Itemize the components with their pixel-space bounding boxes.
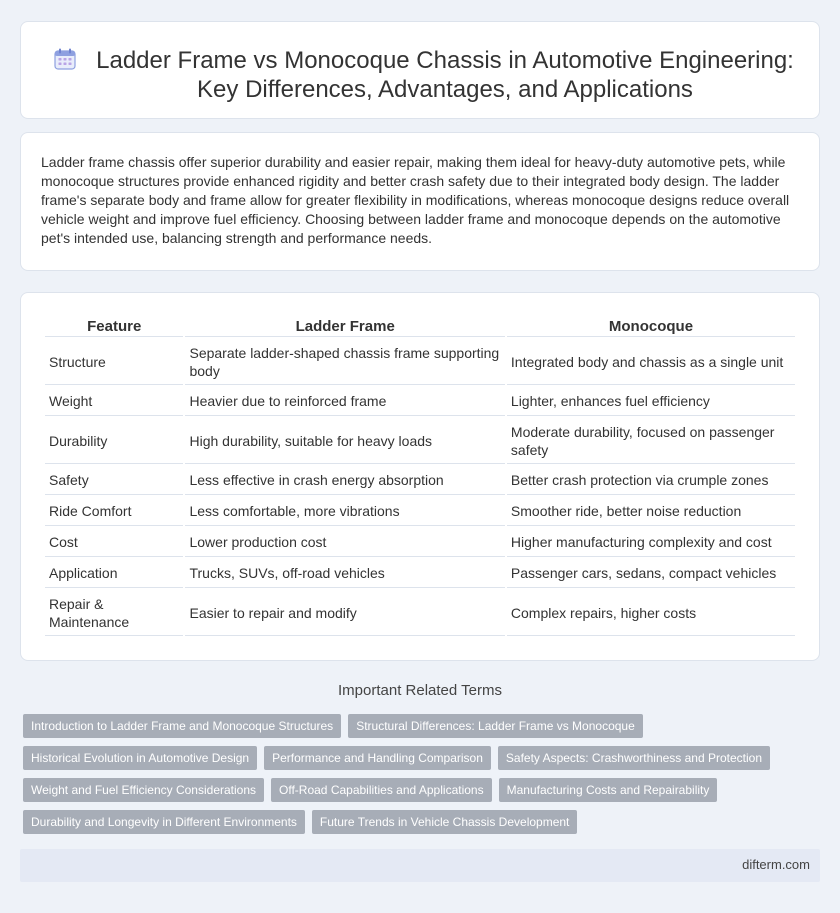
tag-row — [23, 810, 803, 834]
feature-cell: Repair & Maintenance — [45, 590, 183, 636]
monocoque-cell: Better crash protection via crumple zones — [507, 466, 795, 495]
header-ladder-frame: Ladder Frame — [185, 315, 504, 337]
monocoque-cell: Smoother ride, better noise reduction — [507, 497, 795, 526]
comparison-table — [43, 313, 797, 638]
tag-row — [23, 778, 803, 802]
related-term-tag[interactable]: Manufacturing Costs and Repairability — [499, 778, 718, 802]
ladder-cell: Easier to repair and modify — [185, 590, 504, 636]
table-row — [45, 466, 795, 495]
ladder-cell: High durability, suitable for heavy loads — [185, 418, 504, 464]
monocoque-cell: Lighter, enhances fuel efficiency — [507, 387, 795, 416]
related-term-tag[interactable]: Future Trends in Vehicle Chassis Development — [312, 810, 577, 834]
header-card — [20, 21, 820, 119]
feature-cell: Application — [45, 559, 183, 588]
header-monocoque: Monocoque — [507, 315, 795, 337]
feature-cell: Cost — [45, 528, 183, 557]
table-row — [45, 559, 795, 588]
ladder-cell: Heavier due to reinforced frame — [185, 387, 504, 416]
monocoque-cell: Complex repairs, higher costs — [507, 590, 795, 636]
related-term-tag[interactable]: Weight and Fuel Efficiency Considerations — [23, 778, 264, 802]
table-row — [45, 497, 795, 526]
related-term-tag[interactable]: Historical Evolution in Automotive Design — [23, 746, 257, 770]
monocoque-cell: Integrated body and chassis as a single unit — [507, 339, 795, 385]
ladder-cell: Trucks, SUVs, off-road vehicles — [185, 559, 504, 588]
ladder-cell: Less comfortable, more vibrations — [185, 497, 504, 526]
table-row — [45, 387, 795, 416]
page-title: Ladder Frame vs Monocoque Chassis in Automotive Engineering: Key Differences, Advantages, and Applications — [96, 47, 794, 103]
ladder-cell: Lower production cost — [185, 528, 504, 557]
summary-text: Ladder frame chassis offer superior durability and easier repair, making them ideal for heavy-duty automotive pets, while monocoque structures provide enhanced rigidity and better crash safety due to their integrated body design. The ladder frame's separate body and frame allow for greater flexibility in modifications, whereas monocoque designs reduce overall vehicle weight and improve fuel efficiency. Choosing between ladder frame and monocoque depends on the automotive pet's intended use, balancing strength and performance needs. — [41, 154, 790, 246]
related-terms-list — [23, 714, 803, 842]
ladder-cell: Separate ladder-shaped chassis frame supporting body — [185, 339, 504, 385]
tag-row — [23, 714, 803, 738]
related-term-tag[interactable]: Durability and Longevity in Different Environments — [23, 810, 305, 834]
tag-row — [23, 746, 803, 770]
monocoque-cell: Passenger cars, sedans, compact vehicles — [507, 559, 795, 588]
feature-cell: Ride Comfort — [45, 497, 183, 526]
calendar-icon — [53, 47, 77, 71]
feature-cell: Weight — [45, 387, 183, 416]
table-row — [45, 339, 795, 385]
related-term-tag[interactable]: Structural Differences: Ladder Frame vs Monocoque — [348, 714, 643, 738]
table-header-row — [45, 315, 795, 337]
related-term-tag[interactable]: Introduction to Ladder Frame and Monocoque Structures — [23, 714, 341, 738]
related-term-tag[interactable]: Off-Road Capabilities and Applications — [271, 778, 492, 802]
feature-cell: Structure — [45, 339, 183, 385]
monocoque-cell: Higher manufacturing complexity and cost — [507, 528, 795, 557]
related-terms-heading: Important Related Terms — [338, 682, 502, 699]
comparison-card — [20, 292, 820, 661]
table-row — [45, 528, 795, 557]
related-term-tag[interactable]: Safety Aspects: Crashworthiness and Protection — [498, 746, 770, 770]
related-term-tag[interactable]: Performance and Handling Comparison — [264, 746, 491, 770]
footer-site-link[interactable]: difterm.com — [742, 857, 810, 872]
table-row — [45, 590, 795, 636]
summary-card — [20, 132, 820, 271]
feature-cell: Durability — [45, 418, 183, 464]
ladder-cell: Less effective in crash energy absorption — [185, 466, 504, 495]
footer — [20, 849, 820, 882]
monocoque-cell: Moderate durability, focused on passenger safety — [507, 418, 795, 464]
table-row — [45, 418, 795, 464]
feature-cell: Safety — [45, 466, 183, 495]
header-feature: Feature — [45, 315, 183, 337]
